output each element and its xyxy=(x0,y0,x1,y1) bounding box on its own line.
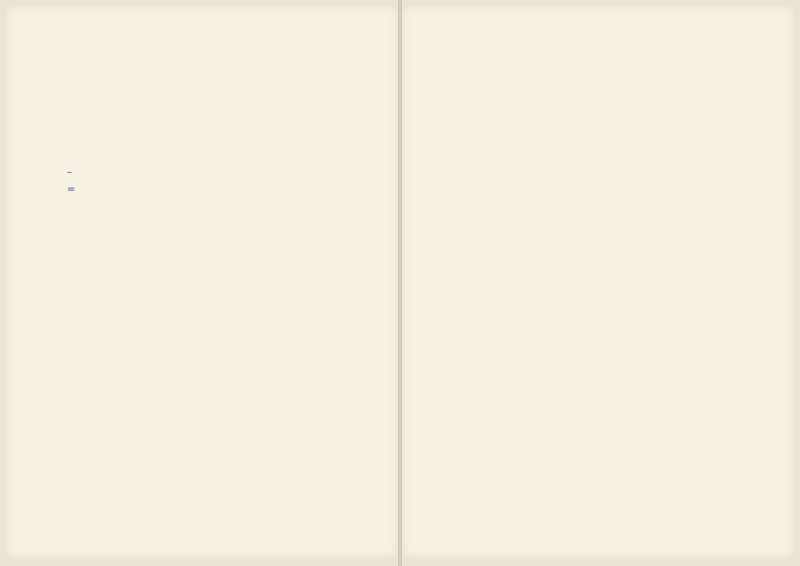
book-gutter xyxy=(398,0,402,566)
handwritten-dash-56: = xyxy=(67,184,76,195)
handwritten-dash-55: – xyxy=(67,167,72,178)
right-page xyxy=(402,6,794,558)
left-page xyxy=(6,6,398,558)
